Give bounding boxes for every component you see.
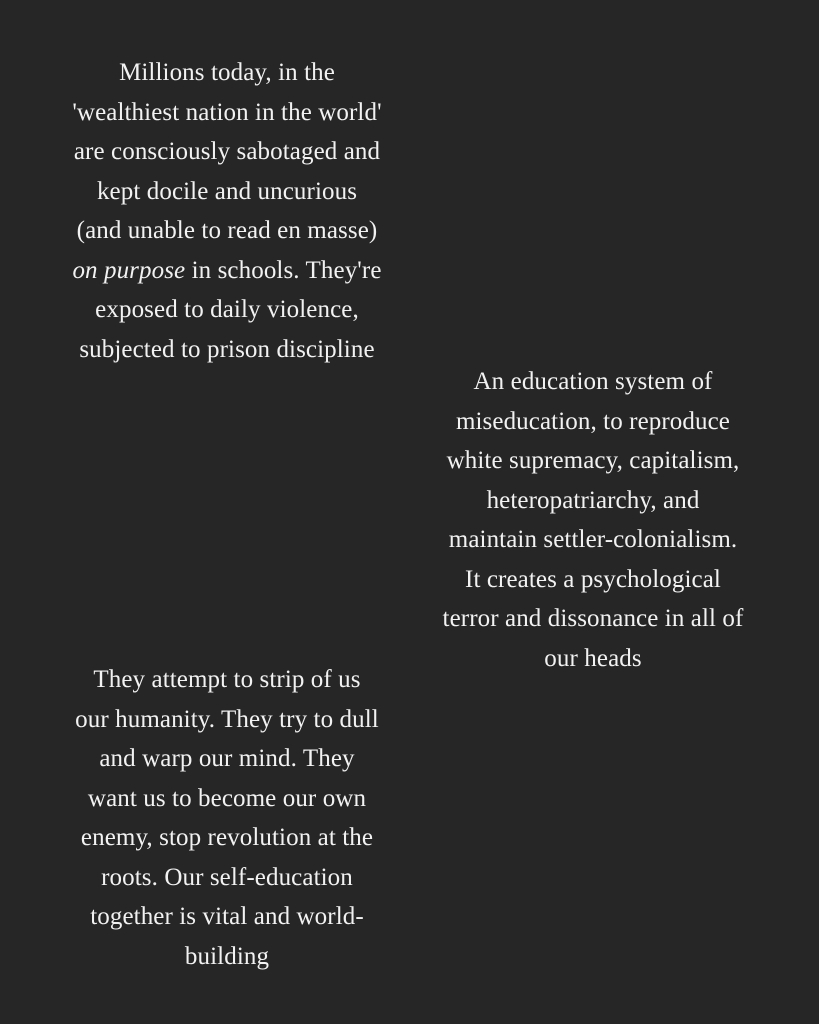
block1-line-4: kept docile and uncurious — [96, 177, 358, 205]
block1-line-2: 'wealthiest nation in the world' — [72, 98, 382, 126]
block1-line-3: are consciously sabotaged and — [73, 138, 381, 165]
block1-line-5: (and unable to read en masse) — [76, 217, 378, 244]
text-block-self-education: They attempt to strip of us our humanity. They try to dull and warp our mind. They want us to become our own enemy, stop revolution at the roots. Our self-education together is vital and world- building — [75, 666, 379, 970]
block1-line-7: exposed to daily violence, — [95, 296, 359, 323]
block1-line-1: Millions today, in the — [119, 59, 335, 86]
text-block-schools — [40, 53, 414, 369]
emphasis-on-purpose: on purpose — [72, 256, 186, 284]
text-block-education-system: An education system of miseducation, to reproduce white supremacy, capitalism, heteropatriarchy, and maintain settler-colonialism. It creates a psychological terror and dissonance in all of our heads — [442, 368, 744, 672]
block1-line-6: in schools. They're — [185, 256, 382, 284]
block1-line-8: subjected to prison discipline — [79, 335, 375, 363]
